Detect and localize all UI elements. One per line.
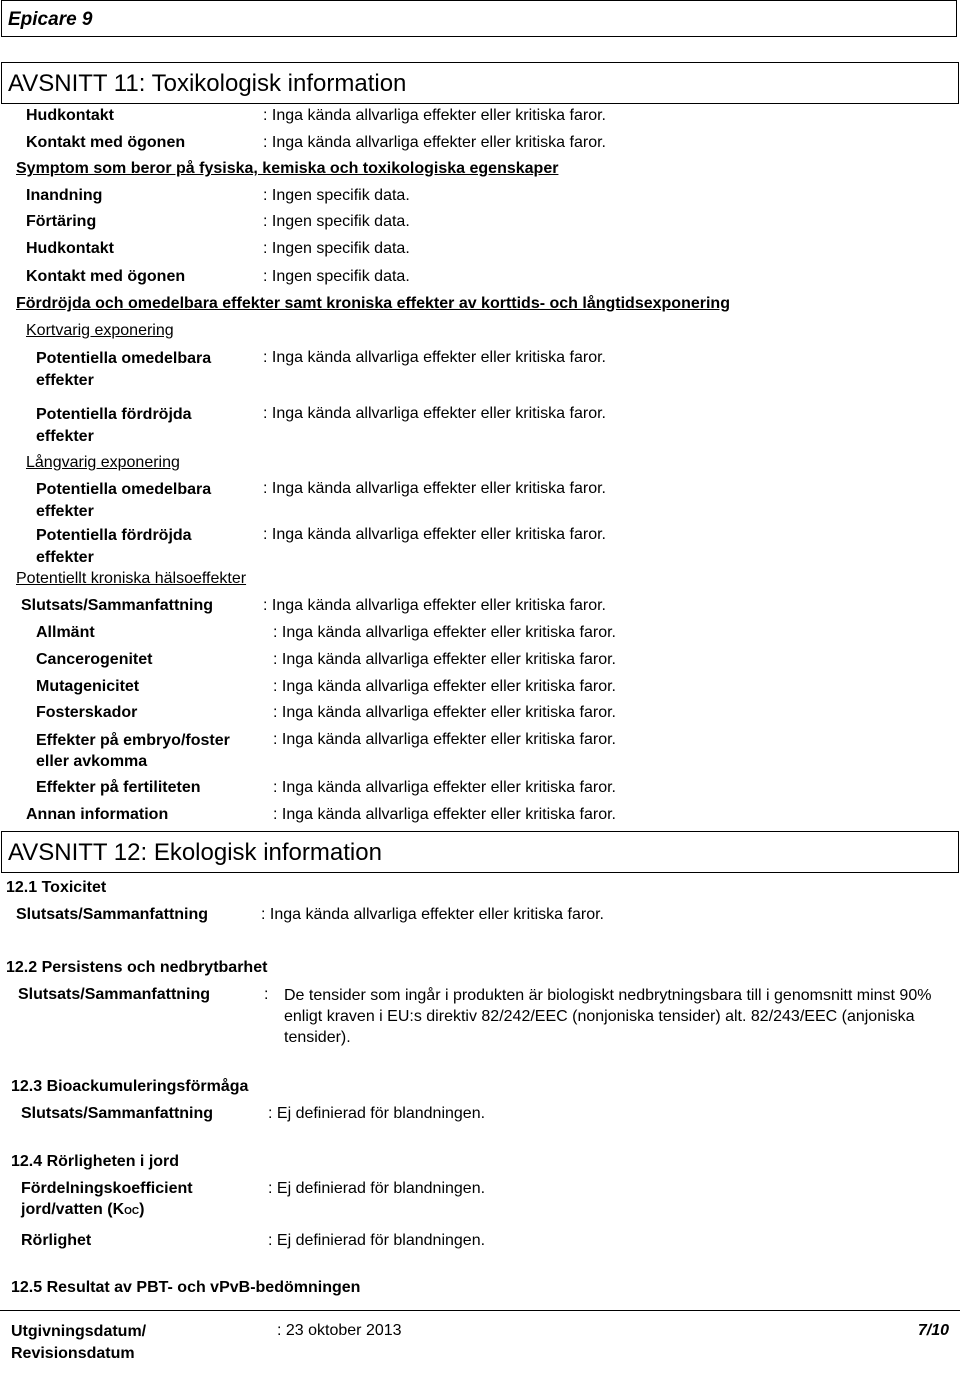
long-term-heading: Långvarig exponering bbox=[26, 454, 180, 471]
general-value: : Inga kända allvarliga effekter eller kritiska faror. bbox=[273, 624, 616, 641]
developmental-effects-value: : Inga kända allvarliga effekter eller kritiska faror. bbox=[273, 731, 616, 748]
bioaccumulation-summary-value: : Ej definierad för blandningen. bbox=[268, 1105, 486, 1122]
delayed-effects-heading: Fördröjda och omedelbara effekter samt kroniska effekter av korttids- och långtidsexponering bbox=[16, 295, 730, 312]
section-11-title: AVSNITT 11: Toxikologisk information bbox=[8, 70, 407, 97]
inhalation-label: Inandning bbox=[26, 187, 103, 204]
eye-contact-value: : Inga kända allvarliga effekter eller kritiska faror. bbox=[263, 134, 606, 151]
mutagenicity-value: : Inga kända allvarliga effekter eller kritiska faror. bbox=[273, 678, 616, 695]
toxicity-heading: 12.1 Toxicitet bbox=[6, 879, 107, 896]
bioaccumulation-summary-label: Slutsats/Sammanfattning bbox=[21, 1105, 214, 1122]
chronic-summary-label: Slutsats/Sammanfattning bbox=[21, 597, 214, 614]
eye-contact-label: Kontakt med ögonen bbox=[26, 134, 186, 151]
section-11-header bbox=[1, 62, 959, 104]
long-delayed-value: : Inga kända allvarliga effekter eller kritiska faror. bbox=[263, 526, 606, 543]
skin-contact-value: : Inga kända allvarliga effekter eller kritiska faror. bbox=[263, 107, 606, 124]
general-label: Allmänt bbox=[36, 624, 95, 641]
footer-date-value: : 23 oktober 2013 bbox=[277, 1322, 402, 1339]
koc-label-line2 bbox=[21, 1200, 144, 1221]
persistence-heading: 12.2 Persistens och nedbrytbarhet bbox=[6, 959, 268, 976]
koc-label-line1: Fördelningskoefficient bbox=[21, 1180, 193, 1197]
teratogenicity-label: Fosterskador bbox=[36, 704, 138, 721]
eye-contact-symptom-label: Kontakt med ögonen bbox=[26, 268, 186, 285]
short-immediate-label: Potentiella omedelbara effekter bbox=[36, 350, 212, 389]
pbt-heading: 12.5 Resultat av PBT- och vPvB-bedömningen bbox=[11, 1279, 361, 1296]
koc-value: : Ej definierad för blandningen. bbox=[268, 1180, 486, 1197]
long-immediate-label: Potentiella omedelbara effekter bbox=[36, 481, 212, 520]
symptoms-heading: Symptom som beror på fysiska, kemiska och toxikologiska egenskaper bbox=[16, 160, 559, 177]
toxicity-summary-value: : Inga kända allvarliga effekter eller kritiska faror. bbox=[261, 906, 604, 923]
footer-divider bbox=[0, 1310, 960, 1311]
document-header bbox=[1, 0, 957, 37]
other-info-value: : Inga kända allvarliga effekter eller kritiska faror. bbox=[273, 806, 616, 823]
persistence-summary-label: Slutsats/Sammanfattning bbox=[18, 986, 211, 1003]
koc-label-close: ) bbox=[139, 1201, 145, 1218]
section-12-header bbox=[1, 831, 959, 873]
mutagenicity-label: Mutagenicitet bbox=[36, 678, 140, 695]
chronic-summary-value: : Inga kända allvarliga effekter eller kritiska faror. bbox=[263, 597, 606, 614]
fertility-effects-label: Effekter på fertiliteten bbox=[36, 779, 201, 796]
teratogenicity-value: : Inga kända allvarliga effekter eller kritiska faror. bbox=[273, 704, 616, 721]
product-name: Epicare 9 bbox=[8, 9, 93, 30]
other-info-label: Annan information bbox=[26, 806, 169, 823]
koc-label-subscript: OC bbox=[124, 1206, 140, 1217]
ingestion-value: : Ingen specifik data. bbox=[263, 213, 410, 230]
chronic-heading: Potentiellt kroniska hälsoeffekter bbox=[16, 570, 247, 587]
mobility-heading: 12.4 Rörligheten i jord bbox=[11, 1153, 180, 1170]
long-delayed-label: Potentiella fördröjda effekter bbox=[36, 527, 192, 566]
skin-contact-label: Hudkontakt bbox=[26, 107, 114, 124]
persistence-summary-colon: : bbox=[264, 986, 269, 1003]
ingestion-label: Förtäring bbox=[26, 213, 97, 230]
skin-contact-symptom-value: : Ingen specifik data. bbox=[263, 240, 410, 257]
section-12-title: AVSNITT 12: Ekologisk information bbox=[8, 839, 382, 866]
footer-date-label: Utgivningsdatum/ Revisionsdatum bbox=[11, 1323, 147, 1362]
carcinogenicity-value: : Inga kända allvarliga effekter eller kritiska faror. bbox=[273, 651, 616, 668]
eye-contact-symptom-value: : Ingen specifik data. bbox=[263, 268, 410, 285]
fertility-effects-value: : Inga kända allvarliga effekter eller kritiska faror. bbox=[273, 779, 616, 796]
long-immediate-value: : Inga kända allvarliga effekter eller kritiska faror. bbox=[263, 480, 606, 497]
koc-label-text: jord/vatten (K bbox=[21, 1201, 125, 1218]
persistence-summary-value: De tensider som ingår i produkten är biologiskt nedbrytningsbara till i genomsnitt minst 90% enligt kraven i EU:s direktiv 82/242/EEC (nonjoniska tensider) alt. 82/243/EEC (anjoniska tensider). bbox=[284, 987, 932, 1046]
short-delayed-value: : Inga kända allvarliga effekter eller kritiska faror. bbox=[263, 405, 606, 422]
developmental-effects-label: Effekter på embryo/foster eller avkomma bbox=[36, 732, 230, 770]
carcinogenicity-label: Cancerogenitet bbox=[36, 651, 153, 668]
short-immediate-value: : Inga kända allvarliga effekter eller kritiska faror. bbox=[263, 349, 606, 366]
inhalation-value: : Ingen specifik data. bbox=[263, 187, 410, 204]
mobility-label: Rörlighet bbox=[21, 1232, 92, 1249]
bioaccumulation-heading: 12.3 Bioackumuleringsförmåga bbox=[11, 1078, 249, 1095]
mobility-value: : Ej definierad för blandningen. bbox=[268, 1232, 486, 1249]
short-delayed-label: Potentiella fördröjda effekter bbox=[36, 406, 192, 445]
short-term-heading: Kortvarig exponering bbox=[26, 322, 174, 339]
footer-page-number: 7/10 bbox=[917, 1322, 949, 1339]
toxicity-summary-label: Slutsats/Sammanfattning bbox=[16, 906, 209, 923]
skin-contact-symptom-label: Hudkontakt bbox=[26, 240, 114, 257]
